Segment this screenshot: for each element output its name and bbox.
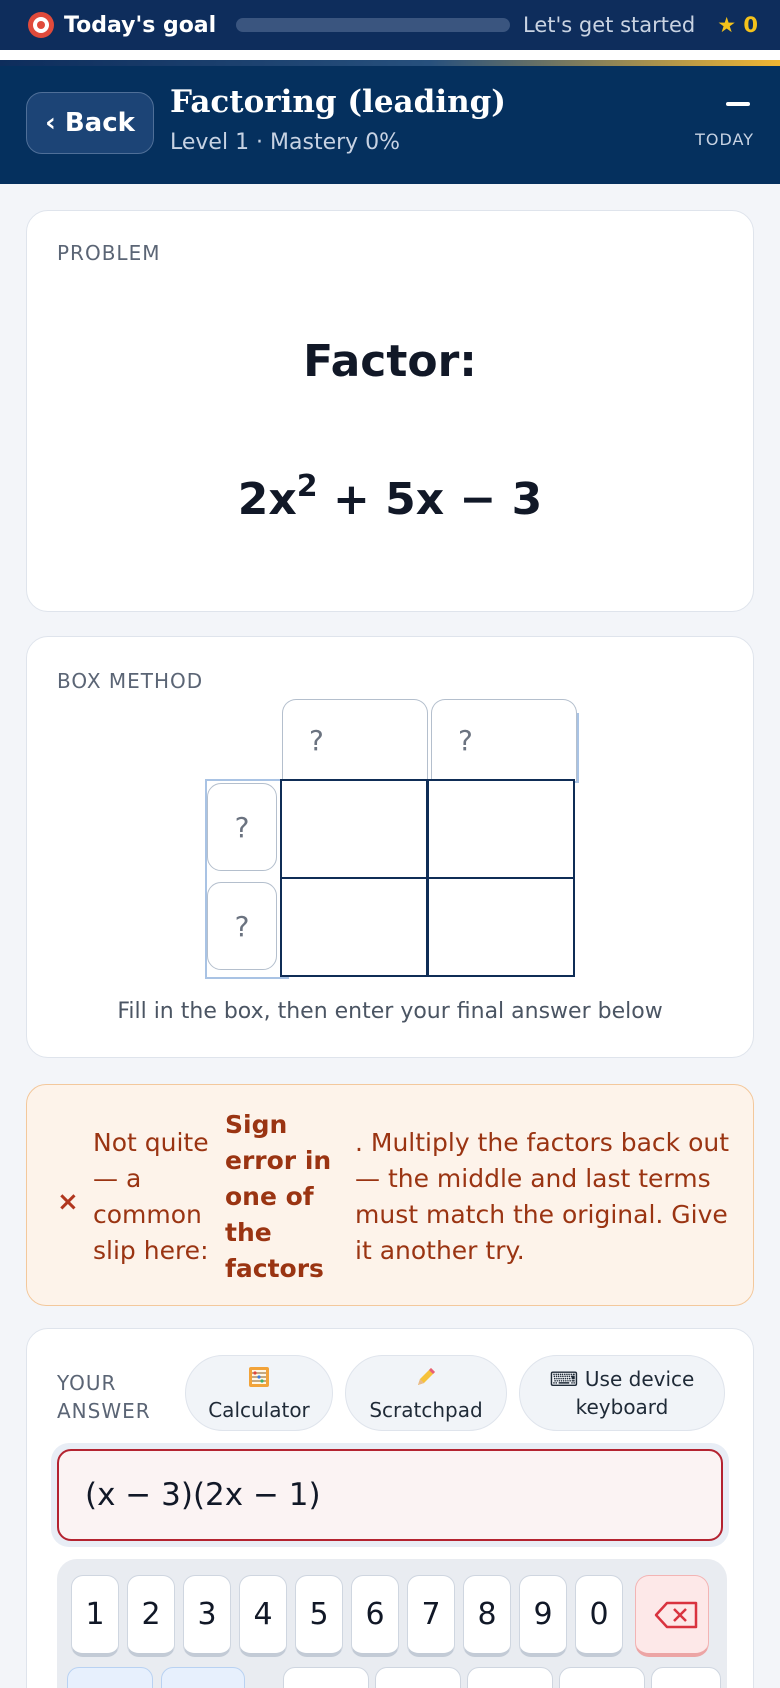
backspace-key[interactable] (635, 1575, 709, 1657)
key-7[interactable]: 7 (407, 1575, 455, 1657)
key-9[interactable]: 9 (519, 1575, 567, 1657)
answer-label (57, 1369, 151, 1425)
box-cell-2-1[interactable] (280, 877, 428, 977)
star-count: ★ 0 (717, 13, 758, 37)
problem-expression (27, 469, 753, 525)
left-factor-input-1[interactable]: ? (207, 783, 277, 871)
goal-bar (0, 0, 780, 50)
problem-section-label: PROBLEM (57, 241, 161, 265)
problem-card (26, 210, 754, 612)
feedback-prefix: Not quite — a common slip here: (93, 1128, 209, 1265)
expression-rest: + 5x − 3 (317, 474, 543, 525)
keyboard-icon: ⌨ (549, 1367, 579, 1391)
key-6[interactable]: 6 (351, 1575, 399, 1657)
keypad-key[interactable] (161, 1667, 245, 1688)
key-0[interactable]: 0 (575, 1575, 623, 1657)
box-method-grid (27, 637, 753, 1057)
box-cell-2-2[interactable] (427, 877, 575, 977)
key-5[interactable]: 5 (295, 1575, 343, 1657)
feedback-highlight: Sign error in one of the factors (225, 1110, 332, 1283)
keypad-key[interactable] (559, 1667, 645, 1688)
expression-exponent: 2 (296, 469, 318, 504)
left-factor-input-2[interactable]: ? (207, 882, 277, 970)
dash-icon (726, 102, 750, 106)
goal-progress-bar (236, 18, 510, 32)
box-cell-1-2[interactable] (427, 779, 575, 879)
abacus-icon (186, 1365, 332, 1396)
pencil-icon (346, 1365, 506, 1396)
key-2[interactable]: 2 (127, 1575, 175, 1657)
box-method-card (26, 636, 754, 1058)
keyboard-label-line1: Use device (584, 1367, 695, 1391)
box-method-section-label: BOX METHOD (57, 669, 204, 693)
answer-card (26, 1328, 754, 1688)
answer-label-line2: ANSWER (57, 1399, 151, 1423)
goal-status-text: Let's get started (523, 13, 696, 37)
calculator-button[interactable] (185, 1355, 333, 1431)
keypad-key[interactable] (283, 1667, 369, 1688)
calculator-label: Calculator (208, 1398, 310, 1422)
box-method-hint: Fill in the box, then enter your final answer below (117, 999, 663, 1024)
day-label: TODAY (695, 130, 754, 149)
level-mastery-text: Level 1 · Mastery 0% (170, 130, 401, 155)
lesson-header (0, 66, 780, 184)
answer-label-line1: YOUR (57, 1371, 117, 1395)
keypad-key[interactable] (651, 1667, 721, 1688)
key-1[interactable]: 1 (71, 1575, 119, 1657)
page-title: Factoring (leading) (170, 84, 506, 120)
key-3[interactable]: 3 (183, 1575, 231, 1657)
target-icon (28, 12, 54, 38)
goal-title: Today's goal (64, 12, 217, 38)
backspace-icon (636, 1576, 710, 1654)
top-factor-input-2[interactable]: ? (431, 699, 577, 781)
feedback-message: . Multiply the factors back out — the middle and last terms must match the original. Give it another try. (355, 1128, 730, 1265)
answer-input[interactable]: (x − 3)(2x − 1) (57, 1449, 723, 1541)
divider (0, 50, 780, 60)
top-factor-input-1[interactable]: ? (282, 699, 428, 781)
back-button[interactable]: ‹ Back (26, 92, 154, 154)
close-icon: × (57, 1187, 79, 1217)
scratchpad-label: Scratchpad (369, 1398, 483, 1422)
expression-base: 2x (237, 474, 297, 525)
keypad-key[interactable] (67, 1667, 153, 1688)
feedback-banner (26, 1084, 754, 1306)
keypad-key[interactable] (467, 1667, 553, 1688)
key-4[interactable]: 4 (239, 1575, 287, 1657)
box-cell-1-1[interactable] (280, 779, 428, 879)
math-keypad (57, 1559, 727, 1688)
device-keyboard-button[interactable] (519, 1355, 725, 1431)
scratchpad-button[interactable] (345, 1355, 507, 1431)
keypad-key[interactable] (375, 1667, 461, 1688)
key-8[interactable]: 8 (463, 1575, 511, 1657)
keyboard-label-line2: keyboard (575, 1395, 669, 1419)
problem-instruction: Factor: (303, 336, 477, 387)
